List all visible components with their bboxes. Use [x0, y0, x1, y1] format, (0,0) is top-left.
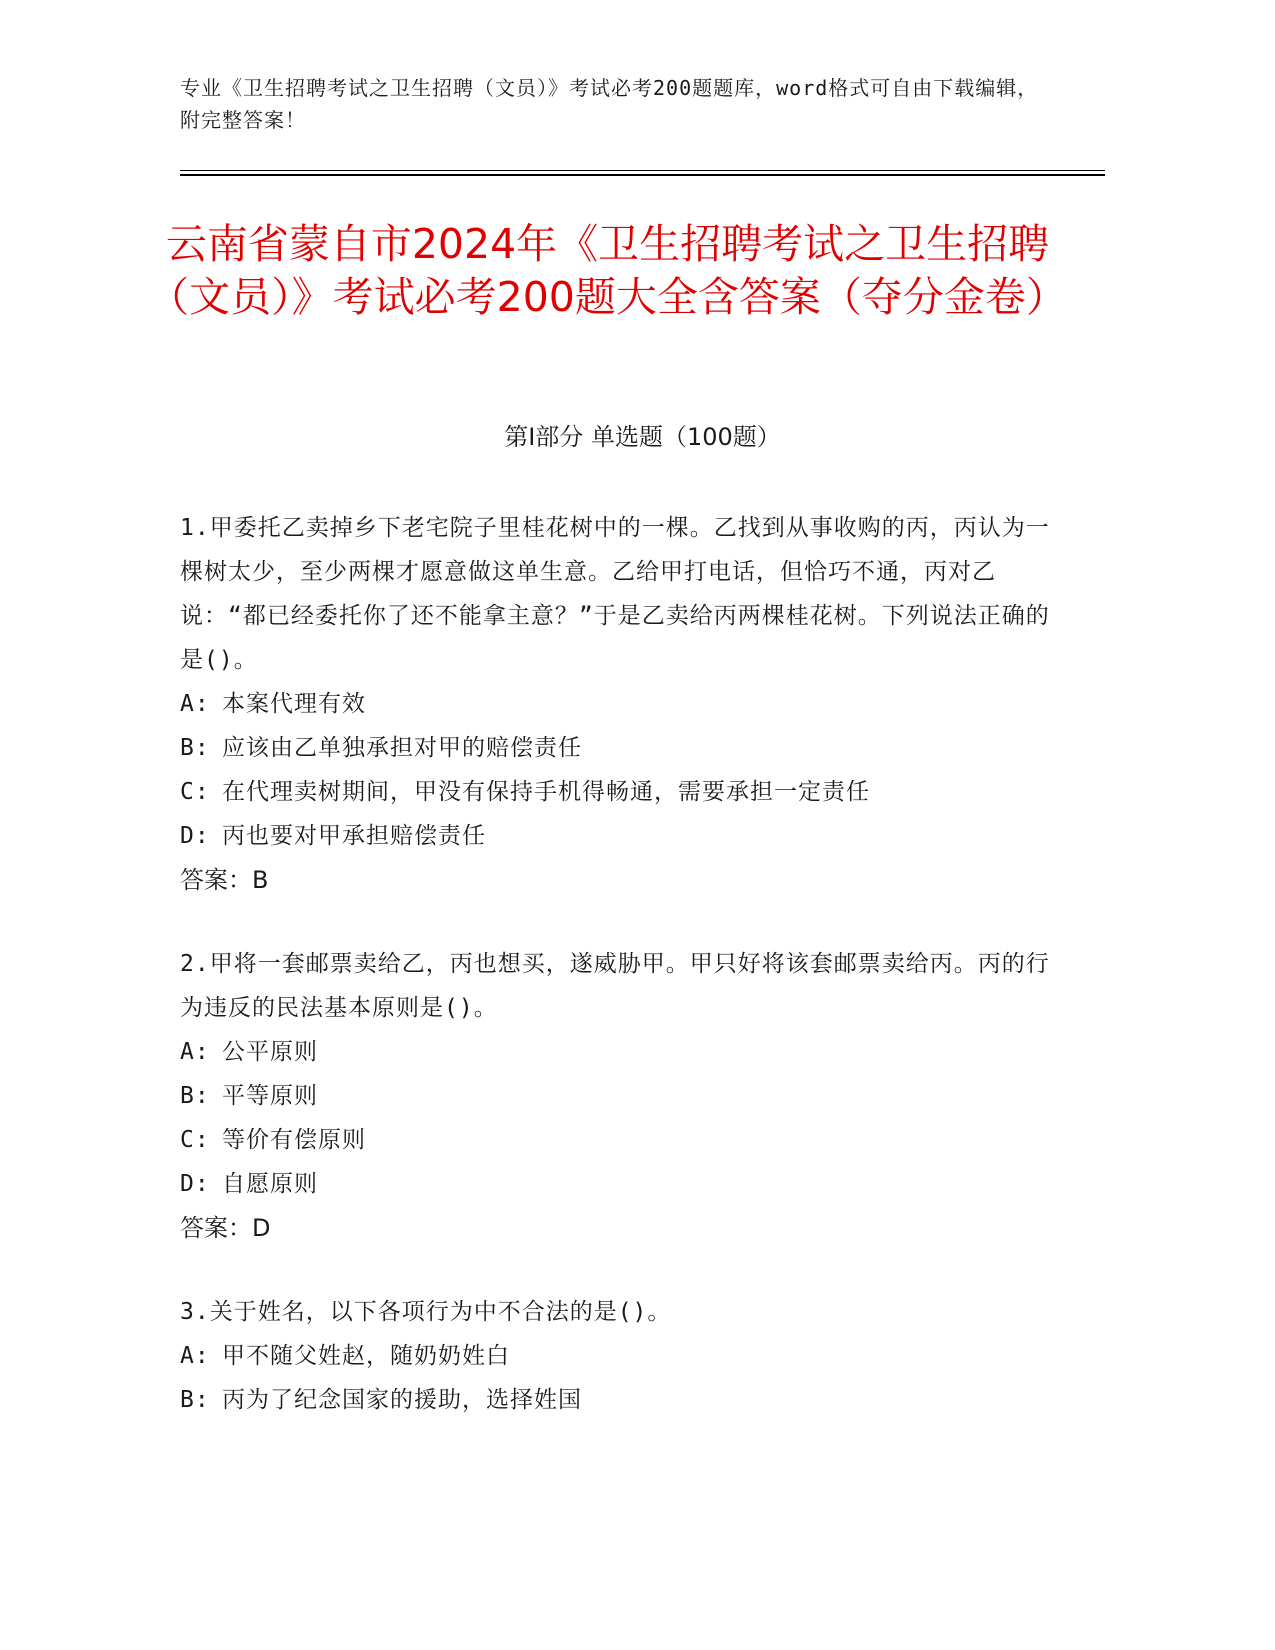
option-key: B: — [180, 735, 210, 761]
question-1 — [180, 506, 1060, 902]
option-text: 等价有偿原则 — [222, 1127, 366, 1153]
question-stem: 3.关于姓名，以下各项行为中不合法的是()。 — [180, 1299, 672, 1325]
option-text: 在代理卖树期间，甲没有保持手机得畅通，需要承担一定责任 — [222, 779, 870, 805]
option-a — [180, 1334, 1060, 1378]
option-key: A: — [180, 691, 210, 717]
header-divider-thin — [180, 170, 1105, 171]
answer-line: 答案：D — [180, 1214, 271, 1242]
option-text: 丙也要对甲承担赔偿责任 — [222, 823, 486, 849]
option-key: B: — [180, 1083, 210, 1109]
option-text: 平等原则 — [222, 1083, 318, 1109]
option-d — [180, 1162, 1060, 1206]
option-d — [180, 814, 1060, 858]
option-key: B: — [180, 1387, 210, 1413]
document-title: 云南省蒙自市2024年《卫生招聘考试之卫生招聘（文员）》考试必考200题大全含答案（夺分金卷） — [148, 220, 1067, 321]
option-key: C: — [180, 1127, 210, 1153]
option-key: A: — [180, 1343, 210, 1369]
section-heading: 第Ⅰ部分 单选题（100题） — [504, 423, 781, 451]
header-divider-thick — [180, 174, 1105, 176]
option-text: 公平原则 — [222, 1039, 318, 1065]
header-intro-text: 专业《卫生招聘考试之卫生招聘（文员）》考试必考200题题库，word格式可自由下载编辑，附完整答案！ — [180, 76, 1039, 132]
option-key: D: — [180, 1171, 210, 1197]
question-3 — [180, 1290, 1060, 1422]
option-a — [180, 682, 1060, 726]
option-c — [180, 770, 1060, 814]
question-stem: 1.甲委托乙卖掉乡下老宅院子里桂花树中的一棵。乙找到从事收购的丙，丙认为一棵树太少，至少两棵才愿意做这单生意。乙给甲打电话，但恰巧不通，丙对乙说：“都已经委托你了还不能拿主意？”于是乙卖给丙两棵桂花树。下列说法正确的是()。 — [180, 515, 1050, 673]
question-list — [180, 506, 1060, 1462]
option-b — [180, 1074, 1060, 1118]
option-key: D: — [180, 823, 210, 849]
option-text: 甲不随父姓赵，随奶奶姓白 — [222, 1343, 510, 1369]
option-b — [180, 726, 1060, 770]
question-stem: 2.甲将一套邮票卖给乙，丙也想买，遂威胁甲。甲只好将该套邮票卖给丙。丙的行为违反的民法基本原则是()。 — [180, 951, 1050, 1021]
option-text: 自愿原则 — [222, 1171, 318, 1197]
option-key: C: — [180, 779, 210, 805]
answer-line: 答案：B — [180, 866, 269, 894]
option-text: 本案代理有效 — [222, 691, 366, 717]
option-text: 丙为了纪念国家的援助，选择姓国 — [222, 1387, 582, 1413]
option-b — [180, 1378, 1060, 1422]
question-2 — [180, 942, 1060, 1250]
option-key: A: — [180, 1039, 210, 1065]
option-c — [180, 1118, 1060, 1162]
option-a — [180, 1030, 1060, 1074]
option-text: 应该由乙单独承担对甲的赔偿责任 — [222, 735, 582, 761]
